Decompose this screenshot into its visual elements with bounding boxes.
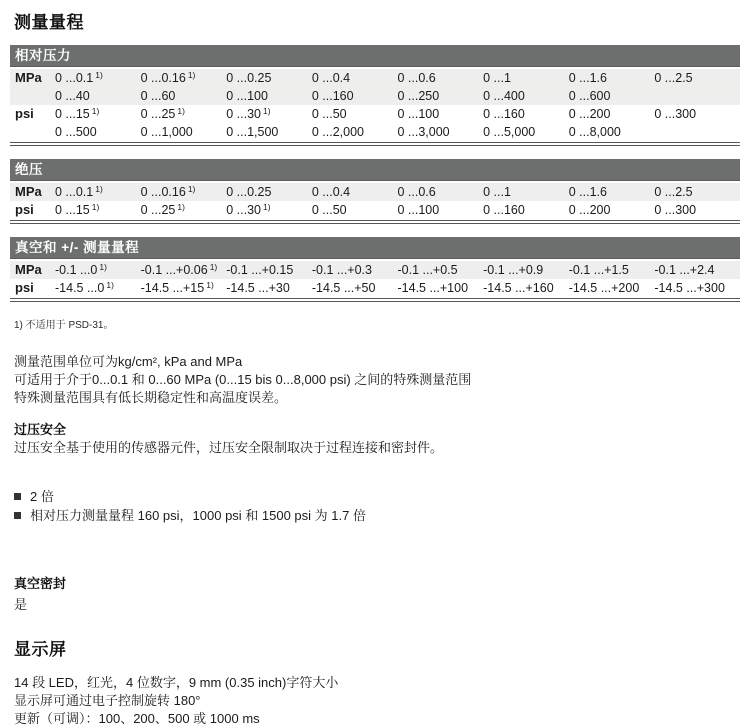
range-note-line: 可适用于介于0...0.1 和 0...60 MPa (0...15 bis 0...8,000 psi) 之间的特殊测量范围: [14, 372, 472, 387]
table-cell: 0 ...200: [568, 203, 611, 217]
table-cell: 0 ...0.16 $^{1)}$: [140, 70, 196, 85]
table-cell: 0 ...600: [568, 89, 611, 103]
table-cell: 0 ...160: [311, 89, 354, 103]
unit-label: psi: [15, 106, 34, 121]
table-cell: 0 ...50: [311, 203, 347, 217]
unit-label: MPa: [15, 70, 42, 85]
table-cell: 0 ...50: [311, 107, 347, 121]
table-cell: 0 ...0.4: [311, 71, 351, 85]
tables: [0, 45, 750, 302]
table-cell: [654, 123, 740, 141]
table-cell: -0.1 ...+1.5: [568, 263, 629, 277]
table-row: [10, 69, 740, 87]
footnote-marker: 1): [95, 184, 103, 194]
table-cell: -14.5 ...+100: [397, 281, 469, 295]
display-heading: 显示屏: [14, 640, 67, 659]
table-cell: -0.1 ...+0.5: [397, 263, 458, 277]
overpressure-bullets: [14, 487, 736, 525]
range-note: [14, 353, 736, 407]
table-cell: 0 ...30 $^{1)}$: [226, 106, 271, 121]
overpressure-heading: 过压安全: [14, 422, 67, 437]
table-cell: -14.5 ...+300: [654, 281, 725, 295]
table-section-header: 绝压: [10, 159, 740, 181]
table-cell: 0 ...15 $^{1)}$: [55, 202, 100, 217]
unit-label: psi: [15, 202, 34, 217]
table-section-header: 相对压力: [10, 45, 740, 67]
table-cell: 0 ...2.5: [654, 71, 693, 85]
table-row: [10, 279, 740, 297]
table-cell: 0 ...8,000: [568, 125, 621, 139]
table-cell: 0 ...5,000: [483, 125, 536, 139]
footnote-marker: 1): [206, 280, 214, 290]
table-cell: 0 ...2,000: [311, 125, 364, 139]
footnote-marker: 1): [177, 106, 185, 116]
unit-label: MPa: [15, 184, 42, 199]
table-cell: 0 ...500: [55, 125, 97, 139]
table-cell: 0 ...160: [483, 203, 525, 217]
table-section-header: 真空和 +/- 测量量程: [10, 237, 740, 259]
table-cell: -14.5 ...+50: [311, 281, 376, 295]
spec-table: [10, 45, 740, 146]
square-bullet-icon: [14, 512, 21, 519]
table-cell: 0 ...100: [226, 89, 268, 103]
display-lines: [14, 674, 736, 728]
footnote-marker: 1): [91, 202, 100, 212]
table-cell: 0 ...400: [483, 89, 525, 103]
table-row: [10, 261, 740, 279]
table-cell: [654, 87, 740, 105]
table-cell: -0.1 ...+0.15: [226, 263, 294, 277]
datasheet-page: [0, 8, 750, 726]
unit-label: [10, 87, 55, 105]
display-spec-line: 显示屏可通过电子控制旋转 180°: [14, 693, 201, 708]
table-cell: 0 ...300: [654, 107, 697, 121]
table-cell: 0 ...25 $^{1)}$: [140, 106, 185, 121]
bullet-item: 相对压力测量量程 160 psi，1000 psi 和 1500 psi 为 1.7 倍: [14, 506, 736, 525]
display-spec-line: 14 段 LED，红光，4 位数字，9 mm (0.35 inch)字符大小: [14, 675, 339, 690]
footnote-marker: 1): [187, 70, 196, 80]
table-cell: 0 ...40: [55, 89, 90, 103]
table-cell: 0 ...1,500: [226, 125, 279, 139]
unit-label: [10, 123, 55, 141]
range-note-line: 特殊测量范围具有低长期稳定性和高温度误差。: [14, 390, 288, 405]
table-cell: 0 ...2.5: [654, 185, 693, 199]
spec-table: [10, 237, 740, 302]
vacuum-seal-value: 是: [14, 597, 28, 612]
table-cell: -0.1 ...+0.9: [483, 263, 544, 277]
table-cell: -14.5 ...+200: [568, 281, 640, 295]
table-cell: 0 ...250: [397, 89, 440, 103]
page-title: 测量量程: [14, 13, 84, 32]
table-cell: -0.1 ...+0.06 $^{1)}$: [140, 262, 218, 277]
table-cell: 0 ...1.6: [568, 71, 607, 85]
table-cell: 0 ...3,000: [397, 125, 450, 139]
table-cell: 0 ...200: [568, 107, 611, 121]
table-cell: 0 ...60: [140, 89, 176, 103]
table-cell: -14.5 ...+160: [483, 281, 554, 295]
footnote-marker: 1): [263, 202, 271, 212]
unit-label: MPa: [15, 262, 42, 277]
table-cell: 0 ...0.25: [226, 71, 272, 85]
footnote-marker: 1): [91, 106, 100, 116]
table-cell: 0 ...0.25: [226, 185, 272, 199]
footnote: 1) 不适用于 PSD-31。: [14, 320, 114, 331]
footnote-marker: 1): [263, 106, 271, 116]
footnote-marker: 1): [95, 70, 103, 80]
table-row: [10, 123, 740, 141]
table-cell: 0 ...0.16 $^{1)}$: [140, 184, 196, 199]
table-cell: 0 ...160: [483, 107, 525, 121]
unit-label: psi: [15, 280, 34, 295]
footnote-marker: 1): [209, 262, 218, 272]
table-row: [10, 105, 740, 123]
table-cell: 0 ...1.6: [568, 185, 607, 199]
footnote-marker: 1): [99, 262, 107, 272]
display-spec-line: 更新（可调）：100、200、500 或 1000 ms: [14, 711, 260, 726]
table-cell: -14.5 ...+30: [226, 281, 290, 295]
table-row: [10, 87, 740, 105]
table-cell: -14.5 ...+15 $^{1)}$: [140, 280, 214, 295]
vacuum-seal-heading: 真空密封: [14, 576, 67, 591]
table-cell: 0 ...0.1 $^{1)}$: [55, 70, 103, 85]
footnote-marker: 1): [177, 202, 185, 212]
table-row: [10, 201, 740, 219]
table-cell: 0 ...0.6: [397, 185, 436, 199]
table-row: [10, 183, 740, 201]
table-cell: 0 ...0.1 $^{1)}$: [55, 184, 103, 199]
table-cell: 0 ...25 $^{1)}$: [140, 202, 185, 217]
square-bullet-icon: [14, 493, 21, 500]
table-cell: 0 ...100: [397, 203, 440, 217]
table-cell: 0 ...1: [483, 71, 511, 85]
table-cell: 0 ...1,000: [140, 125, 193, 139]
footnote-marker: 1): [187, 184, 196, 194]
overpressure-body: 过压安全基于使用的传感器元件，过压安全限制取决于过程连接和密封件。: [14, 440, 444, 455]
table-cell: 0 ...100: [397, 107, 440, 121]
table-cell: -0.1 ...0 $^{1)}$: [55, 262, 107, 277]
range-note-line: 测量范围单位可为kg/cm², kPa and MPa: [14, 354, 243, 369]
table-cell: -0.1 ...+0.3: [311, 263, 372, 277]
table-cell: 0 ...15 $^{1)}$: [55, 106, 100, 121]
table-cell: 0 ...0.4: [311, 185, 351, 199]
table-cell: 0 ...1: [483, 185, 511, 199]
table-cell: -0.1 ...+2.4: [654, 263, 715, 277]
table-cell: -14.5 ...0 $^{1)}$: [55, 280, 114, 295]
footnote-marker: 1): [106, 280, 114, 290]
bullet-item: 2 倍: [14, 487, 736, 506]
table-cell: 0 ...0.6: [397, 71, 436, 85]
table-cell: 0 ...300: [654, 203, 697, 217]
table-cell: 0 ...30 $^{1)}$: [226, 202, 271, 217]
spec-table: [10, 159, 740, 224]
